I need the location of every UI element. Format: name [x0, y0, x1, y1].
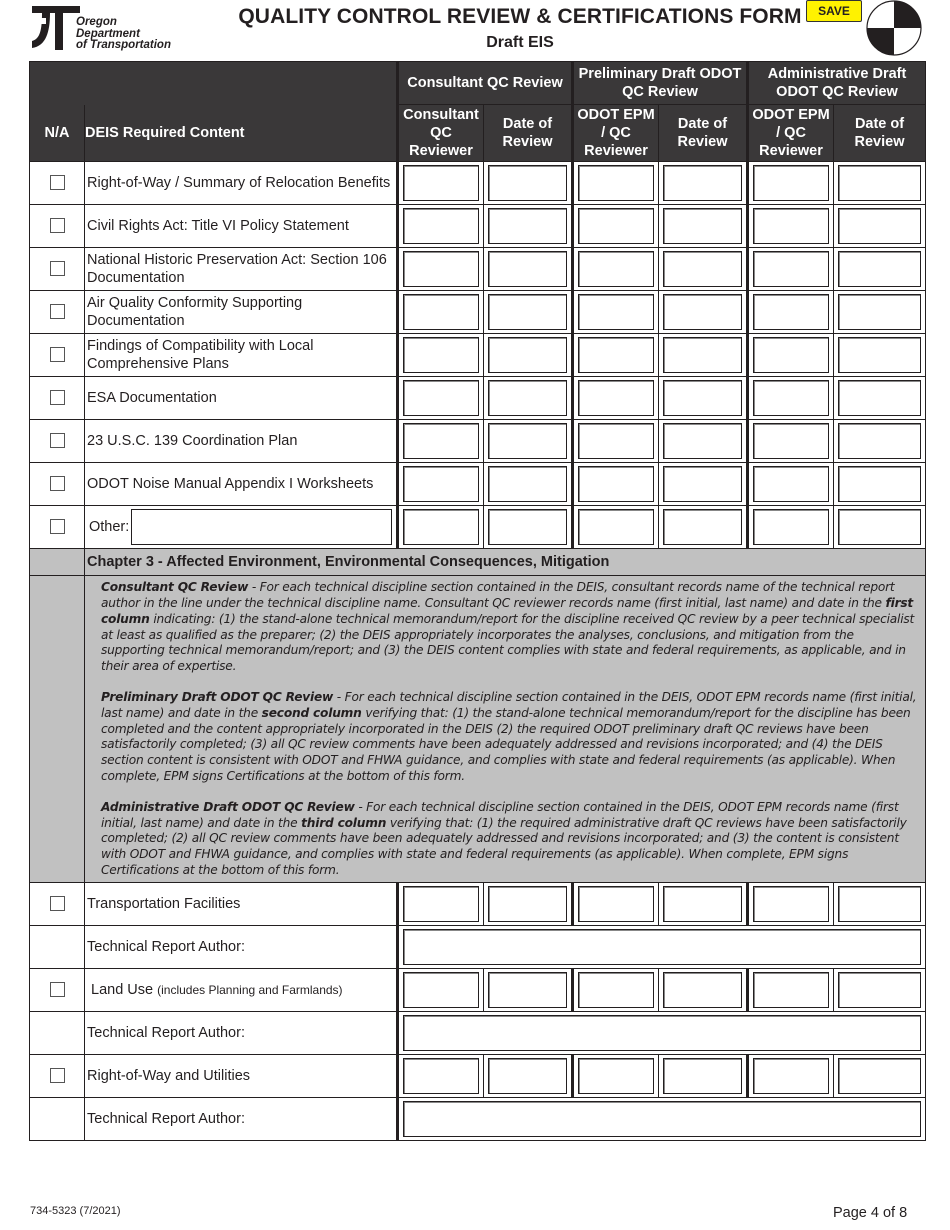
- administrative-date-field[interactable]: [838, 972, 921, 1008]
- content-item: Findings of Compatibility with Local Comprehensive Plans: [85, 334, 398, 377]
- discipline-note: (includes Planning and Farmlands): [157, 983, 343, 997]
- odot-logo-icon: [30, 2, 82, 50]
- qc-review-table: [29, 61, 926, 1141]
- na-checkbox[interactable]: [50, 347, 65, 362]
- save-button[interactable]: SAVE: [806, 0, 862, 22]
- instr-text: verifying that: (1) the stand-alone technical memorandum/report for the discipline has been completed and the content appropriately incorporated in the DEIS (2) the required ODOT preliminary draft QC reviews have been satisfactorily completed; (3) all QC review comments have been adequately addressed and revisions incorporated; and (4) the DEIS section content is consistent with ODOT and FHWA guidance, and complies with state and federal requirements (as applicable). When complete, EPM signs Certifications at the bottom of this form.: [101, 705, 911, 783]
- consultant-reviewer-field[interactable]: [403, 423, 479, 459]
- consultant-date-field[interactable]: [488, 251, 567, 287]
- instr-administrative-title: Administrative Draft ODOT QC Review: [101, 799, 355, 814]
- consultant-reviewer-field[interactable]: [403, 1058, 479, 1094]
- administrative-reviewer-field[interactable]: [753, 208, 829, 244]
- na-checkbox[interactable]: [50, 390, 65, 405]
- chapter-heading: Chapter 3 - Affected Environment, Environmental Consequences, Mitigation: [85, 549, 926, 576]
- registration-target-icon: [866, 0, 922, 56]
- consultant-date-field[interactable]: [488, 337, 567, 373]
- administrative-reviewer-field[interactable]: [753, 423, 829, 459]
- preliminary-date-field[interactable]: [663, 466, 742, 502]
- technical-report-author-field[interactable]: [403, 1015, 921, 1051]
- preliminary-date-field[interactable]: [663, 1058, 742, 1094]
- administrative-date-field[interactable]: [838, 165, 921, 201]
- col-header-epm-reviewer: ODOT EPM / QC Reviewer: [573, 105, 659, 162]
- content-row: [30, 205, 926, 248]
- preliminary-date-field[interactable]: [663, 886, 742, 922]
- na-checkbox[interactable]: [50, 896, 65, 911]
- preliminary-reviewer-field[interactable]: [578, 208, 654, 244]
- na-checkbox[interactable]: [50, 1068, 65, 1083]
- consultant-reviewer-field[interactable]: [403, 251, 479, 287]
- consultant-date-field[interactable]: [488, 1058, 567, 1094]
- consultant-date-field[interactable]: [488, 466, 567, 502]
- consultant-date-field[interactable]: [488, 972, 567, 1008]
- na-checkbox[interactable]: [50, 261, 65, 276]
- instr-text: indicating: (1) the stand-alone technical memorandum/report for the discipline received QC review by a peer technical specialist at least as qualified as the preparer; (2) the DEIS appropriately incorporates the analyses, conclusions, and mitigation from the supporting technical memorandum/report; and (3) the DEIS content complies with state and federal requirements, as applicable, and in their area of expertise.: [101, 611, 915, 674]
- page-number: Page 4 of 8: [833, 1205, 908, 1221]
- administrative-date-field[interactable]: [838, 886, 921, 922]
- preliminary-reviewer-field[interactable]: [578, 423, 654, 459]
- consultant-reviewer-field[interactable]: [403, 294, 479, 330]
- chapter-na-blank: [30, 549, 85, 576]
- discipline-name: Land Use: [91, 982, 154, 998]
- instructions-block: [85, 576, 926, 883]
- consultant-date-field[interactable]: [488, 423, 567, 459]
- author-na-blank: [30, 1098, 85, 1141]
- administrative-date-field[interactable]: [838, 380, 921, 416]
- content-item: National Historic Preservation Act: Section 106 Documentation: [85, 248, 398, 291]
- administrative-date-field[interactable]: [838, 251, 921, 287]
- form-title: QUALITY CONTROL REVIEW & CERTIFICATIONS FORM: [238, 5, 802, 28]
- content-item: Civil Rights Act: Title VI Policy Statement: [85, 205, 398, 248]
- preliminary-reviewer-field[interactable]: [578, 380, 654, 416]
- consultant-date-field[interactable]: [488, 165, 567, 201]
- content-item: ESA Documentation: [85, 377, 398, 420]
- discipline-row: [30, 969, 926, 1012]
- consultant-reviewer-field[interactable]: [403, 972, 479, 1008]
- preliminary-reviewer-field[interactable]: [578, 165, 654, 201]
- preliminary-reviewer-field[interactable]: [578, 251, 654, 287]
- preliminary-date-field[interactable]: [663, 251, 742, 287]
- administrative-reviewer-field[interactable]: [753, 886, 829, 922]
- na-checkbox[interactable]: [50, 304, 65, 319]
- author-label: Technical Report Author:: [85, 1012, 398, 1055]
- consultant-reviewer-field[interactable]: [403, 165, 479, 201]
- administrative-date-field[interactable]: [838, 337, 921, 373]
- preliminary-reviewer-field[interactable]: [578, 294, 654, 330]
- discipline-row: [30, 883, 926, 926]
- preliminary-date-field[interactable]: [663, 380, 742, 416]
- header-blank: [30, 62, 398, 105]
- administrative-reviewer-field[interactable]: [753, 165, 829, 201]
- preliminary-reviewer-field[interactable]: [578, 972, 654, 1008]
- consultant-reviewer-field[interactable]: [403, 208, 479, 244]
- author-row: [30, 1012, 926, 1055]
- other-label: Other:: [89, 519, 130, 535]
- technical-report-author-field[interactable]: [403, 929, 921, 965]
- content-row: [30, 334, 926, 377]
- preliminary-date-field[interactable]: [663, 972, 742, 1008]
- consultant-reviewer-field[interactable]: [403, 466, 479, 502]
- author-row: [30, 926, 926, 969]
- preliminary-reviewer-field[interactable]: [578, 337, 654, 373]
- author-na-blank: [30, 926, 85, 969]
- consultant-date-field[interactable]: [488, 208, 567, 244]
- na-checkbox[interactable]: [50, 519, 65, 534]
- author-label: Technical Report Author:: [85, 1098, 398, 1141]
- instr-consultant-title: Consultant QC Review: [101, 580, 249, 595]
- odot-logo-text: Oregon Department of Transportation: [76, 16, 171, 51]
- content-row: [30, 248, 926, 291]
- administrative-date-field[interactable]: [838, 509, 921, 545]
- group-header-administrative: Administrative Draft ODOT QC Review: [748, 62, 926, 105]
- col-header-consultant-reviewer: Consultant QC Reviewer: [398, 105, 484, 162]
- technical-report-author-field[interactable]: [403, 1101, 921, 1137]
- consultant-reviewer-field[interactable]: [403, 509, 479, 545]
- content-item: Air Quality Conformity Supporting Documentation: [85, 291, 398, 334]
- instr-text: verifying that: (1) the required administrative draft QC reviews have been satisfactorily completed; (2) all QC review comments have been adequately addressed and revisions incorporated; and (3) the content is consistent with ODOT and FHWA guidance, and complies with state and federal requirements (as applicable). When complete, EPM signs Certifications at the bottom of this form.: [101, 815, 907, 877]
- content-row: [30, 291, 926, 334]
- consultant-date-field[interactable]: [488, 886, 567, 922]
- content-item: ODOT Noise Manual Appendix I Worksheets: [85, 463, 398, 506]
- discipline-name: Transportation Facilities: [85, 883, 398, 926]
- preliminary-date-field[interactable]: [663, 165, 742, 201]
- instr-text: - For each technical discipline section contained in the DEIS, consultant records name of the technical report author in the line under the technical discipline name. Consultant QC reviewer records name (first initial, last name) and date in the: [101, 580, 895, 611]
- other-input[interactable]: [131, 509, 392, 545]
- form-subtitle: Draft EIS: [486, 34, 554, 51]
- instr-bold: second column: [261, 705, 362, 720]
- instr-text: - For each technical discipline section contained in the DEIS, ODOT EPM records name (first initial, last name) and date in the: [101, 690, 917, 720]
- content-item: Right-of-Way / Summary of Relocation Benefits: [85, 162, 398, 205]
- administrative-date-field[interactable]: [838, 466, 921, 502]
- administrative-reviewer-field[interactable]: [753, 380, 829, 416]
- administrative-reviewer-field[interactable]: [753, 466, 829, 502]
- preliminary-reviewer-field[interactable]: [578, 509, 654, 545]
- administrative-reviewer-field[interactable]: [753, 509, 829, 545]
- author-row: [30, 1098, 926, 1141]
- author-na-blank: [30, 1012, 85, 1055]
- instr-preliminary-title: Preliminary Draft ODOT QC Review: [101, 690, 334, 704]
- content-item: 23 U.S.C. 139 Coordination Plan: [85, 420, 398, 463]
- consultant-reviewer-field[interactable]: [403, 337, 479, 373]
- na-checkbox[interactable]: [50, 982, 65, 997]
- discipline-cell: [85, 969, 398, 1012]
- discipline-row: [30, 1055, 926, 1098]
- consultant-date-field[interactable]: [488, 294, 567, 330]
- col-header-date: Date of Review: [659, 105, 748, 162]
- preliminary-date-field[interactable]: [663, 337, 742, 373]
- na-checkbox[interactable]: [50, 218, 65, 233]
- col-header-date: Date of Review: [484, 105, 573, 162]
- preliminary-reviewer-field[interactable]: [578, 466, 654, 502]
- consultant-date-field[interactable]: [488, 380, 567, 416]
- form-number: 734-5323 (7/2021): [30, 1205, 121, 1217]
- content-row: [30, 162, 926, 205]
- na-checkbox[interactable]: [50, 175, 65, 190]
- author-label: Technical Report Author:: [85, 926, 398, 969]
- col-header-date: Date of Review: [834, 105, 926, 162]
- administrative-reviewer-field[interactable]: [753, 337, 829, 373]
- col-header-na: N/A: [30, 105, 85, 162]
- col-header-epm-reviewer: ODOT EPM / QC Reviewer: [748, 105, 834, 162]
- administrative-date-field[interactable]: [838, 1058, 921, 1094]
- other-cell: [85, 506, 398, 549]
- col-header-content: DEIS Required Content: [85, 105, 398, 162]
- na-checkbox[interactable]: [50, 433, 65, 448]
- administrative-reviewer-field[interactable]: [753, 1058, 829, 1094]
- instr-bold: first column: [101, 596, 914, 626]
- discipline-name: Right-of-Way and Utilities: [85, 1055, 398, 1098]
- content-row: [30, 463, 926, 506]
- administrative-date-field[interactable]: [838, 423, 921, 459]
- preliminary-reviewer-field[interactable]: [578, 886, 654, 922]
- group-header-preliminary: Preliminary Draft ODOT QC Review: [573, 62, 748, 105]
- administrative-reviewer-field[interactable]: [753, 251, 829, 287]
- na-checkbox[interactable]: [50, 476, 65, 491]
- administrative-reviewer-field[interactable]: [753, 294, 829, 330]
- preliminary-date-field[interactable]: [663, 294, 742, 330]
- administrative-reviewer-field[interactable]: [753, 972, 829, 1008]
- preliminary-reviewer-field[interactable]: [578, 1058, 654, 1094]
- preliminary-date-field[interactable]: [663, 208, 742, 244]
- group-header-consultant: Consultant QC Review: [398, 62, 573, 105]
- instr-bold: third column: [301, 815, 387, 830]
- content-row: [30, 420, 926, 463]
- instr-text: - For each technical discipline section contained in the DEIS, ODOT EPM records name (first initial, last name) and date in the: [101, 799, 899, 830]
- consultant-reviewer-field[interactable]: [403, 886, 479, 922]
- administrative-date-field[interactable]: [838, 208, 921, 244]
- content-row-other: [30, 506, 926, 549]
- instructions-na-blank: [30, 576, 85, 883]
- consultant-date-field[interactable]: [488, 509, 567, 545]
- preliminary-date-field[interactable]: [663, 509, 742, 545]
- content-row: [30, 377, 926, 420]
- preliminary-date-field[interactable]: [663, 423, 742, 459]
- administrative-date-field[interactable]: [838, 294, 921, 330]
- consultant-reviewer-field[interactable]: [403, 380, 479, 416]
